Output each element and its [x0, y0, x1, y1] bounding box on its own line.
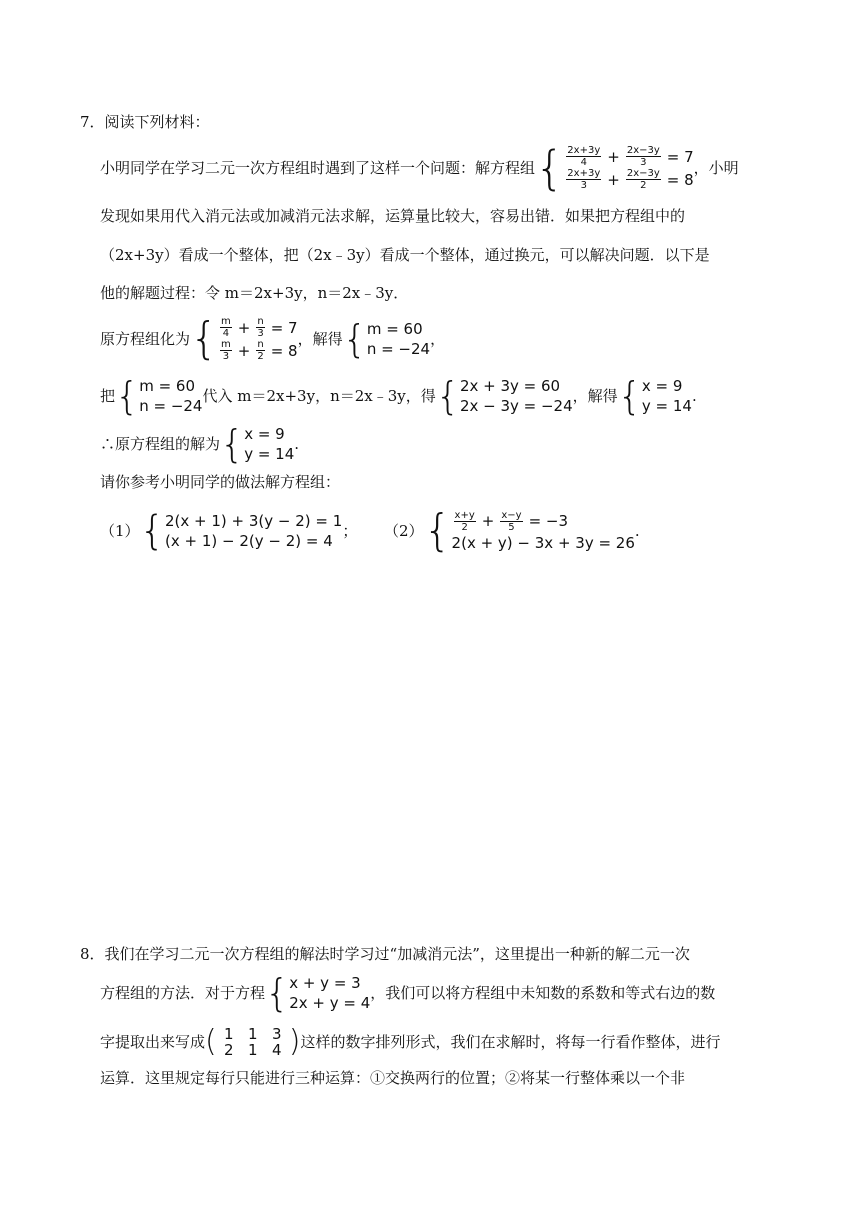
sub1-system: { 2(x + 1) + 3(y − 2) = 1 (x + 1) − 2(y − 2) = 4	[139, 508, 343, 554]
system-row: $\frac{2x+3y}{4}$ + $\frac{2x-3y}{3}$ = 7	[567, 145, 694, 168]
q7-p5-mid: ，解得	[297, 330, 343, 348]
q7-heading-line	[80, 112, 210, 132]
q7-xy-system: { 2x + 3y = 60 2x − 3y = −24	[435, 374, 573, 418]
q7-original-system	[535, 141, 694, 195]
q7-p1-suffix: ，小明	[693, 159, 739, 177]
q7-p1-prefix: 小明同学在学习二元一次方程组时遇到了这样一个问题：解方程组	[100, 159, 536, 177]
q7-mn-solution: { m = 60 n = −24	[342, 317, 431, 361]
q8-p3-prefix: 字提取出来写成	[100, 1033, 206, 1051]
q7-subproblem-1	[100, 508, 357, 554]
q7-paragraph-2: 发现如果用代入消元法或加减消元法求解，运算量比较大，容易出错．如果把方程组中的	[100, 207, 686, 225]
q8-system: { x + y = 3 2x + y = 4	[265, 971, 371, 1015]
left-brace: {	[190, 313, 219, 364]
left-brace: {	[617, 374, 642, 418]
q7-mn-values: { m = 60 n = −24	[115, 374, 203, 418]
q7-p7-prefix: ∴原方程组的解为	[100, 435, 221, 453]
system-row: $\frac{2x+3y}{3}$ + $\frac{2x-3y}{2}$ = 8	[567, 168, 694, 191]
q8-p1: 我们在学习二元一次方程组的解法时学习过“加减消元法”，这里提出一种新的解二元一次	[104, 945, 690, 963]
q7-subproblem-2	[384, 505, 640, 556]
q7-final-solution: { x = 9 y = 14	[220, 422, 295, 466]
matrix-cell: 1	[247, 1041, 258, 1059]
q7-xy-solution: { x = 9 y = 14	[617, 374, 692, 418]
left-brace: {	[115, 374, 140, 418]
q7-paragraph-8: 请你参考小明同学的做法解方程组：	[100, 473, 341, 491]
left-brace: {	[423, 505, 452, 556]
matrix-cell: 1	[223, 1025, 234, 1043]
q8-p3-suffix: 这样的数字排列形式，我们在求解时，将每一行看作整体，进行	[300, 1033, 721, 1051]
q7-p5-suffix: ，	[430, 330, 446, 348]
q8-paragraph-2	[100, 970, 715, 1016]
left-brace: {	[220, 422, 245, 466]
q8-paragraph-1	[80, 944, 690, 964]
matrix-grid	[217, 1026, 289, 1058]
q7-back-substitution-line	[100, 376, 697, 416]
q7-p7-suffix: .	[294, 435, 300, 453]
matrix-cell: 1	[247, 1025, 258, 1043]
q7-mn-system: { $\frac{m}{4}$ + $\frac{n}{3}$ = 7 $\frac{m}{3}$ + $\frac{n}{2}$ = 8	[190, 313, 298, 364]
sub1-label: （1）	[100, 522, 140, 540]
q8-p2-suffix: ，我们可以将方程组中未知数的系数和等式右边的数	[370, 984, 716, 1002]
left-brace: {	[139, 508, 165, 554]
q7-p5-prefix: 原方程组化为	[100, 330, 191, 348]
q7-number: 7．	[80, 113, 105, 131]
sub2-suffix: .	[634, 522, 640, 540]
sub2-label: （2）	[384, 522, 424, 540]
q8-paragraph-4: 运算．这里规定每行只能进行三种运算：①交换两行的位置；②将某一行整体乘以一个非	[100, 1069, 686, 1087]
sub1-suffix: ；	[342, 522, 358, 540]
q8-p2-prefix: 方程组的方法．对于方程	[100, 984, 266, 1002]
matrix-cell: 3	[271, 1025, 282, 1043]
left-brace: {	[435, 374, 460, 418]
q7-p6-prefix: 把	[100, 387, 116, 405]
q7-p6-mid2: ，解得	[572, 387, 618, 405]
q8-number: 8．	[80, 945, 105, 963]
q7-heading: 阅读下列材料：	[104, 113, 210, 131]
q7-substitution-line	[100, 313, 446, 364]
sub2-system: { $\frac{x+y}{2}$ + $\frac{x-y}{5}$ = −3 2(x + y) − 3x + 3y = 26	[423, 505, 635, 556]
left-brace: {	[342, 317, 367, 361]
coefficient-matrix: ( 1 1 3 2 1 4 )	[205, 1024, 301, 1059]
left-brace: {	[535, 141, 565, 195]
left-brace: {	[265, 971, 290, 1015]
q7-problem-line	[100, 141, 739, 195]
q8-paragraph-3	[100, 1022, 720, 1062]
q7-paragraph-4: 他的解题过程：令 m＝2x+3y，n＝2x﹣3y．	[100, 284, 409, 302]
matrix-cell: 2	[223, 1041, 234, 1059]
q7-paragraph-3: （2x+3y）看成一个整体，把（2x﹣3y）看成一个整体，通过换元，可以解决问题．以下是	[100, 246, 710, 264]
q7-p6-suffix: .	[691, 387, 697, 405]
q7-p6-mid1: 代入 m＝2x+3y，n＝2x﹣3y，得	[202, 387, 436, 405]
matrix-cell: 4	[271, 1041, 282, 1059]
q7-conclusion-line	[100, 424, 299, 464]
